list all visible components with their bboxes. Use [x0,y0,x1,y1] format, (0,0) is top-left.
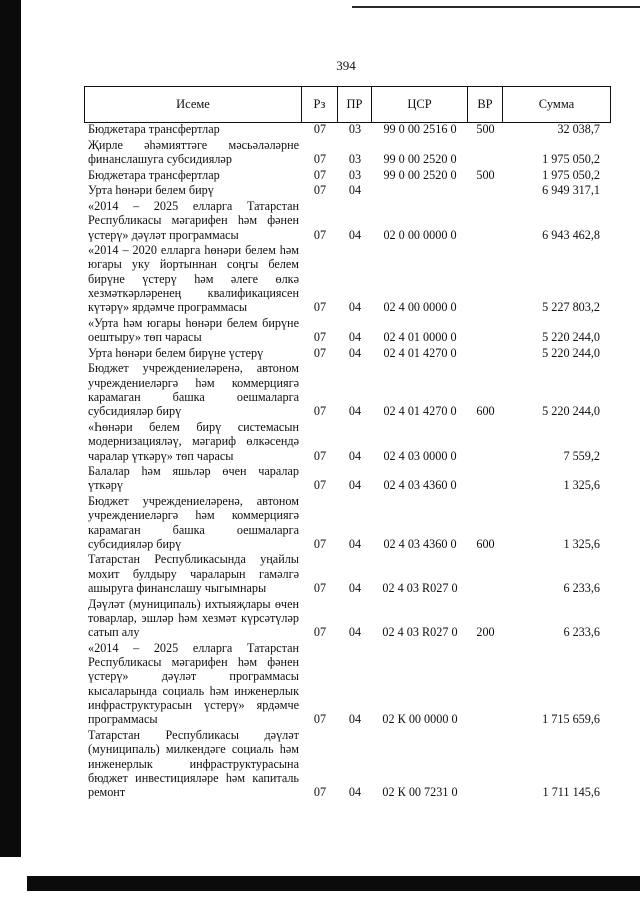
scan-line-top [352,6,640,8]
page-number: 394 [336,58,356,73]
row-name [84,199,302,242]
row-subsection-code: 04 [348,785,362,800]
table-row [84,595,611,639]
row-name-line: «Урта һәм югары һөнәри белем бирүне [88,315,299,330]
row-subsection-code: 04 [348,448,362,463]
row-name [84,183,302,197]
row-section-code: 07 [313,581,327,596]
row-name-line: инженерлык инфраструктурасына [88,756,299,771]
row-name-line: учреждениеләргә һәм коммерциягә [88,375,299,390]
row-name [84,138,302,167]
row-section-code: 07 [313,404,327,419]
row-amount: 5 220 244,0 [542,345,600,360]
row-name-line: хезмәткәрләренең квалификациясен [88,286,299,301]
row-amount: 5 220 244,0 [542,404,600,419]
row-name [84,122,302,136]
row-name-line: Бюджет учреждениеләренә, автоном [88,493,299,508]
row-name [84,420,302,463]
table-body [84,121,611,799]
row-subsection-code: 04 [348,625,362,640]
row-amount: 1 975 050,2 [542,152,600,167]
column-header-section: Рз [302,87,338,122]
table-row [84,360,611,418]
row-name-line: Татарстан Республикасында уңайлы [88,552,299,567]
row-amount: 5 220 244,0 [542,330,600,345]
row-name-line: үстерү» дәүләт программасы [88,227,239,242]
row-name [84,728,302,799]
row-section-code: 07 [313,345,327,360]
row-name-line: Татарстан Республикасы дәүләт [88,727,299,742]
row-subsection-code: 03 [348,152,362,167]
column-header-subsection: ПР [338,87,372,122]
table-row [84,640,611,727]
row-target-article-code: 02 4 03 R027 0 [382,581,458,596]
row-name-line: сатып алу [88,625,140,640]
row-target-article-code: 02 К 00 7231 0 [382,785,458,800]
row-section-code: 07 [313,330,327,345]
table-row [84,463,611,493]
table-row [84,727,611,800]
table-row [84,242,611,315]
scan-edge-left [0,0,21,857]
row-subsection-code: 04 [348,345,362,360]
row-amount: 6 233,6 [563,581,600,596]
table-row [84,419,611,463]
row-subsection-code: 04 [348,478,362,493]
row-name-line: ремонт [88,785,126,800]
row-amount: 1 711 145,6 [542,785,600,800]
row-amount: 1 325,6 [563,478,600,493]
row-name [84,243,302,314]
row-target-article-code: 02 4 01 4270 0 [383,404,457,419]
row-name [84,641,302,727]
row-name-line: (муниципаль) милкендәге социаль һәм [88,742,299,757]
row-name [84,316,302,345]
table-row [84,315,611,345]
row-subsection-code: 04 [348,300,362,315]
row-subsection-code: 04 [348,712,362,727]
table-row [84,137,611,167]
table-row [84,121,611,137]
row-section-code: 07 [313,152,327,167]
row-name-line: Бюджетара трансфертлар [88,122,220,137]
column-header-name: Исеме [85,87,302,122]
row-subsection-code: 04 [348,330,362,345]
row-section-code: 07 [313,625,327,640]
row-name-line: Балалар һәм яшьләр өчен чаралар [88,464,299,479]
row-name-line: Дәүләт (муниципаль) ихтыяҗлары өчен [88,596,299,611]
row-name-line: кысаларында социаль һәм инженерлык [88,683,299,698]
row-target-article-code: 99 0 00 2520 0 [383,152,457,167]
row-name-line: карамаган башка оешмаларга [88,390,299,405]
row-amount: 5 227 803,2 [542,300,600,315]
row-name-line: субсидияләр бирү [88,536,182,551]
row-subsection-code: 03 [348,167,362,182]
row-subsection-code: 04 [348,404,362,419]
row-target-article-code: 02 4 01 0000 0 [383,330,457,345]
row-name-line: ашыруга финанслашу чыгымнары [88,581,267,596]
row-target-article-code: 02 4 03 0000 0 [383,448,457,463]
row-subsection-code: 04 [348,183,362,198]
row-name-line: Җирле әһәмияттәге мәсьәләләрне [88,137,299,152]
row-name-line: Урта һөнәри белем бирүне үстерү [88,345,264,360]
row-section-code: 07 [313,712,327,727]
column-header-amount: Сумма [538,97,575,111]
row-name-line: оештыру» төп чарасы [88,330,202,345]
row-amount: 1 715 659,6 [542,712,600,727]
row-name [84,464,302,493]
table-row [84,198,611,242]
row-section-code: 07 [313,785,327,800]
row-amount: 1 325,6 [563,536,600,551]
row-expense-type-code: 200 [476,625,495,640]
row-name-line: финанслашуга субсидияләр [88,152,232,167]
row-name-line: Бюджетара трансфертлар [88,167,220,182]
row-amount: 1 975 050,2 [542,167,600,182]
row-section-code: 07 [313,227,327,242]
row-section-code: 07 [313,536,327,551]
table-row [84,182,611,198]
table-row [84,551,611,595]
row-name-line: үткәрү [88,478,123,493]
row-name-line: «Һөнәри белем бирү системасын [88,419,299,434]
row-name-line: Республикасы мәгарифен һәм фәнен [88,213,299,228]
row-subsection-code: 04 [348,536,362,551]
row-name-line: инфраструктурасын үстерү» ярдәмче [88,698,299,713]
row-name-line: товарлар, эшләр һәм хезмәт күрсәтүләр [88,610,299,625]
row-name-line: Урта һөнәри белем бирү [88,183,214,198]
row-name-line: учреждениеләргә һәм коммерциягә [88,508,299,523]
row-name-line: субсидияләр бирү [88,404,182,419]
table-row [84,493,611,551]
row-name-line: Республикасы мәгарифен һәм фәнен [88,655,299,670]
row-target-article-code: 02 К 00 0000 0 [382,712,458,727]
row-name-line: программасы [88,712,158,727]
column-header-target-article: ЦСР [372,87,468,122]
row-target-article-code: 99 0 00 2520 0 [383,167,457,182]
column-header-expense-type: ВР [468,87,503,122]
row-expense-type-code: 500 [476,122,495,137]
row-target-article-code: 02 4 03 4360 0 [383,478,457,493]
row-target-article-code: 02 4 01 4270 0 [383,345,457,360]
row-expense-type-code: 600 [476,404,495,419]
row-subsection-code: 04 [348,227,362,242]
row-name-line: «2014 – 2025 елларга Татарстан [88,640,299,655]
row-amount: 6 949 317,1 [542,183,600,198]
row-target-article-code: 99 0 00 2516 0 [383,122,457,137]
row-amount: 32 038,7 [557,122,600,137]
table-header-row [84,86,611,123]
row-name [84,552,302,595]
row-section-code: 07 [313,300,327,315]
row-section-code: 07 [313,448,327,463]
row-expense-type-code: 600 [476,536,495,551]
table-row [84,166,611,182]
row-target-article-code: 02 4 03 4360 0 [383,536,457,551]
row-name [84,597,302,640]
row-section-code: 07 [313,167,327,182]
row-name [84,494,302,551]
row-name-line: карамаган башка оешмаларга [88,522,299,537]
row-name [84,361,302,418]
row-name-line: бирүне үстерү һәм әлеге өлкә [88,271,299,286]
row-name-line: күтәрү» ярдәмче программасы [88,300,248,315]
row-subsection-code: 03 [348,122,362,137]
row-subsection-code: 04 [348,581,362,596]
row-name-line: «2014 – 2020 елларга һөнәри белем һәм [88,243,299,258]
row-name-line: чаралар үткәрү» төп чарасы [88,448,234,463]
table-row [84,345,611,361]
row-name-line: мохит булдыру чараларын гамәлгә [88,566,299,581]
row-section-code: 07 [313,478,327,493]
row-name-line: үстерү» дәүләт программасы [88,669,299,684]
row-amount: 6 233,6 [563,625,600,640]
row-target-article-code: 02 4 00 0000 0 [383,300,457,315]
row-name [84,346,302,360]
row-name-line: бюджет инвестицияләре һәм капиталь [88,770,299,785]
row-expense-type-code: 500 [476,167,495,182]
row-amount: 6 943 462,8 [542,227,600,242]
row-name-line: Бюджет учреждениеләренә, автоном [88,361,299,376]
row-target-article-code: 02 4 03 R027 0 [382,625,458,640]
row-amount: 7 559,2 [563,448,600,463]
row-name [84,168,302,182]
row-section-code: 07 [313,183,327,198]
row-section-code: 07 [313,122,327,137]
row-name-line: «2014 – 2025 елларга Татарстан [88,198,299,213]
row-target-article-code: 02 0 00 0000 0 [383,227,457,242]
scan-edge-bottom [27,876,640,891]
row-name-line: югары уку йортыннан соңгы белем [88,257,299,272]
row-name-line: модернизацияләү, мәгариф өлкәсендә [88,434,299,449]
